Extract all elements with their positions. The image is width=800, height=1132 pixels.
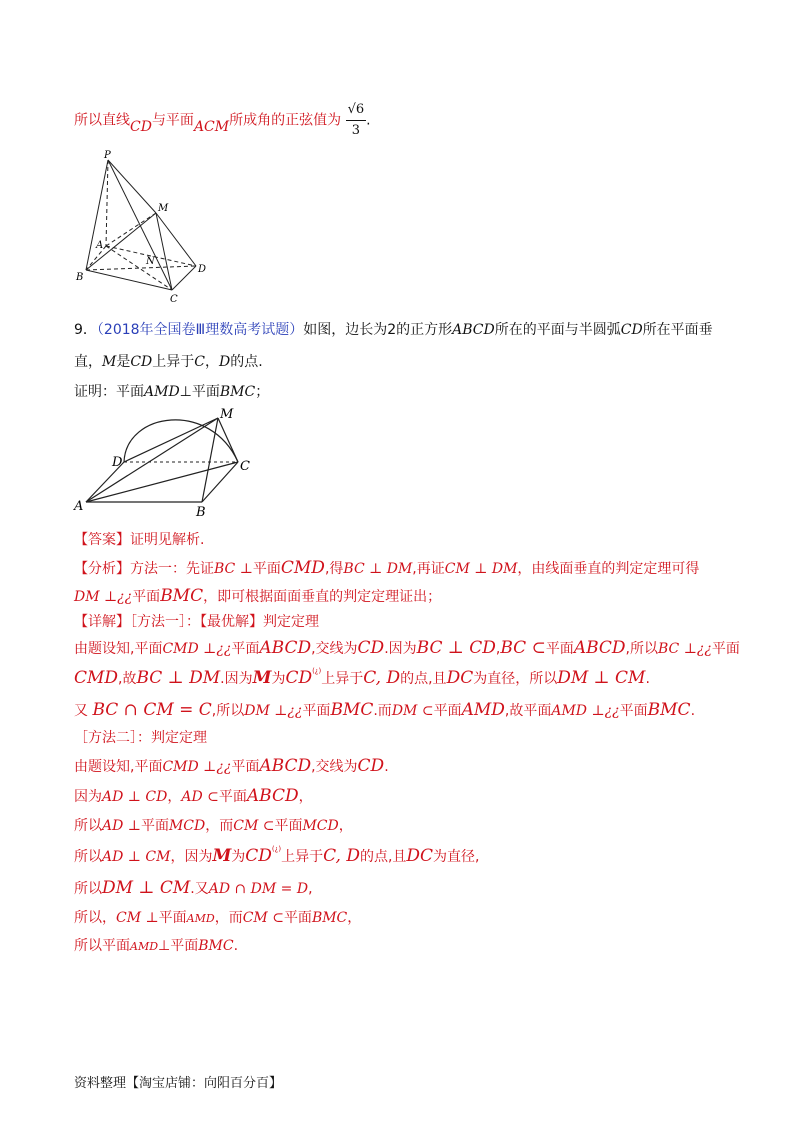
- label-B: B: [76, 272, 84, 283]
- label-D2: D: [112, 455, 123, 470]
- label-M2: M: [220, 407, 234, 422]
- label-C: C: [170, 294, 178, 305]
- method2-line-5: 所以DM ⊥ CM.又AD ∩ DM = D,: [74, 878, 313, 898]
- label-N: N: [146, 256, 155, 267]
- label-A2: A: [74, 499, 84, 514]
- page-footer: 资料整理【淘宝店铺：向阳百分百】: [74, 1076, 283, 1091]
- method2-line-7: 所以平面AMD⊥平面BMC.: [74, 938, 239, 954]
- semicircle-figure: [70, 402, 260, 522]
- pyramid-figure: [70, 148, 220, 308]
- sine-value-fraction: $\frac{√6}{3}$: [347, 102, 365, 138]
- detail-line-3: 又 BC ∩ CM = C,所以DM ⊥¿¿平面BMC.而DM ⊂平面AMD,故平面AMD ⊥¿¿平面BMC.: [74, 700, 696, 720]
- label-D: D: [198, 264, 207, 275]
- method2-heading: ［方法二］：判定定理: [74, 730, 207, 746]
- analysis-line-1: 【分析】方法一：先证BC ⊥平面CMD,得BC ⊥ DM,再证CM ⊥ DM，由线面垂直的判定定理可得: [74, 558, 700, 578]
- label-M: M: [158, 203, 169, 214]
- method2-line-1: 由题设知,平面CMD ⊥¿¿平面ABCD,交线为CD.: [74, 756, 389, 776]
- label-B2: B: [196, 505, 206, 520]
- method2-line-2: 因为AD ⊥ CD，AD ⊂平面ABCD，: [74, 786, 313, 806]
- answer-line: 【答案】证明见解析.: [74, 532, 205, 548]
- detail-line-1: 由题设知,平面CMD ⊥¿¿平面ABCD,交线为CD.因为BC ⊥ CD,BC ⊂平面ABCD,所以BC ⊥¿¿平面: [74, 638, 740, 658]
- proof-prompt: 证明：平面AMD⊥平面BMC；: [74, 384, 270, 400]
- detail-heading: 【详解】［方法一］：【最优解】判定定理: [74, 614, 319, 630]
- label-C2: C: [240, 459, 250, 474]
- analysis-line-2: DM ⊥¿¿平面BMC，即可根据面面垂直的判定定理证出；: [74, 586, 442, 606]
- problem-9-line-2: 直，M是CD上异于C，D的点.: [74, 354, 263, 370]
- label-P: P: [104, 150, 111, 161]
- detail-line-2: CMD,故BC ⊥ DM.因为M为CD(¿)上异于C, D的点,且DC为直径，所以DM ⊥ CM.: [74, 667, 650, 688]
- method2-line-4: 所以AD ⊥ CM，因为M为CD(¿)上异于C, D的点,且DC为直径,: [74, 845, 480, 866]
- previous-conclusion: 所以直线CD与平面ACM所成角的正弦值为 $\frac{√6}{3}$ .: [74, 100, 371, 141]
- problem-9-line-1: 9．（2018年全国卷Ⅲ理数高考试题）如图，边长为2的正方形ABCD所在的平面与半圆弧CD所在平面垂: [74, 322, 713, 338]
- method2-line-3: 所以AD ⊥平面MCD，而CM ⊂平面MCD，: [74, 818, 353, 834]
- label-A: A: [96, 240, 104, 251]
- method2-line-6: 所以，CM ⊥平面AMD，而CM ⊂平面BMC，: [74, 910, 362, 926]
